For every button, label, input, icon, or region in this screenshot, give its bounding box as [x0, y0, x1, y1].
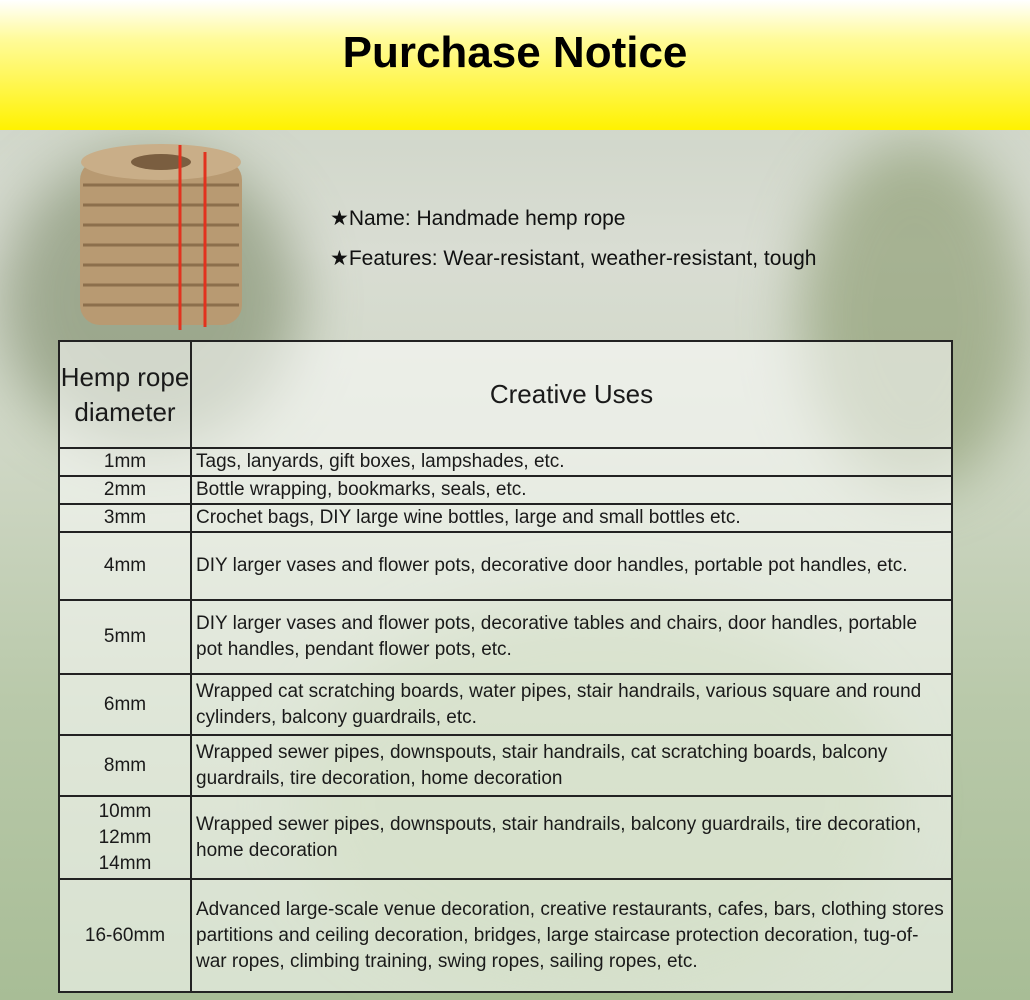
uses-cell: Wrapped sewer pipes, downspouts, stair handrails, balcony guardrails, tire decoration, home decoration	[191, 796, 952, 879]
diameter-cell: 5mm	[59, 600, 191, 674]
table-row	[59, 448, 952, 476]
diameter-cell: 4mm	[59, 532, 191, 600]
table-row	[59, 476, 952, 504]
uses-cell: DIY larger vases and flower pots, decorative tables and chairs, door handles, portable pot handles, pendant flower pots, etc.	[191, 600, 952, 674]
diameter-cell: 3mm	[59, 504, 191, 532]
diameter-cell: 8mm	[59, 735, 191, 796]
diameter-cell: 1mm	[59, 448, 191, 476]
table-row	[59, 532, 952, 600]
diameter-cell: 2mm	[59, 476, 191, 504]
uses-cell: Tags, lanyards, gift boxes, lampshades, etc.	[191, 448, 952, 476]
uses-cell: Wrapped sewer pipes, downspouts, stair handrails, cat scratching boards, balcony guardrails, tire decoration, home decoration	[191, 735, 952, 796]
page-title: Purchase Notice	[342, 28, 688, 77]
table-row	[59, 796, 952, 879]
diameter-cell: 10mm 12mm 14mm	[59, 796, 191, 879]
table-row	[59, 735, 952, 796]
header-diameter: Hemp rope diameter	[59, 341, 191, 448]
header-uses: Creative Uses	[191, 341, 952, 448]
table-row	[59, 504, 952, 532]
header-banner	[0, 0, 1030, 130]
table-row	[59, 600, 952, 674]
uses-cell: DIY larger vases and flower pots, decorative door handles, portable pot handles, etc.	[191, 532, 952, 600]
diameter-cell: 6mm	[59, 674, 191, 735]
product-features: ★Features: Wear-resistant, weather-resistant, tough	[330, 247, 817, 270]
diameter-cell: 16-60mm	[59, 879, 191, 992]
table-row	[59, 879, 952, 992]
table-row	[59, 674, 952, 735]
uses-cell: Crochet bags, DIY large wine bottles, large and small bottles etc.	[191, 504, 952, 532]
uses-table	[58, 340, 953, 993]
uses-cell: Bottle wrapping, bookmarks, seals, etc.	[191, 476, 952, 504]
hemp-rope-image	[75, 140, 247, 332]
uses-cell: Wrapped cat scratching boards, water pipes, stair handrails, various square and round cylinders, balcony guardrails, etc.	[191, 674, 952, 735]
uses-cell: Advanced large-scale venue decoration, creative restaurants, cafes, bars, clothing stores partitions and ceiling decoration, bridges, large staircase protection decoration, tug-of-war ropes, climbing training, swing ropes, sailing ropes, etc.	[191, 879, 952, 992]
product-name: ★Name: Handmade hemp rope	[330, 207, 626, 230]
